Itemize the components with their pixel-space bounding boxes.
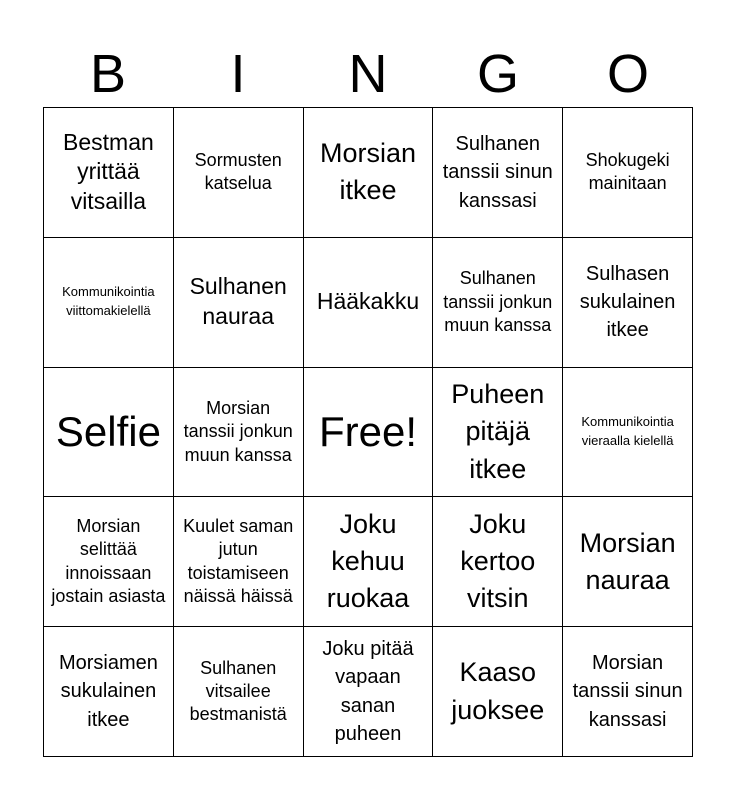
bingo-cell[interactable]: Sormusten katselua xyxy=(174,108,304,238)
bingo-cell[interactable]: Joku pitää vapaan sanan puheen xyxy=(304,627,434,757)
header-letter-n: N xyxy=(348,44,388,104)
bingo-cell[interactable]: Sulhanen vitsailee bestmanistä xyxy=(174,627,304,757)
bingo-cell[interactable]: Puheen pitäjä itkee xyxy=(433,368,563,498)
bingo-cell[interactable]: Kaaso juoksee xyxy=(433,627,563,757)
free-space-cell[interactable]: Free! xyxy=(304,368,434,498)
bingo-cell[interactable]: Sulhanen nauraa xyxy=(174,238,304,368)
bingo-cell[interactable]: Joku kertoo vitsin xyxy=(433,497,563,627)
bingo-cell[interactable]: Kuulet saman jutun toistamiseen näissä häissä xyxy=(174,497,304,627)
bingo-board xyxy=(43,107,693,757)
bingo-cell[interactable]: Morsiamen sukulainen itkee xyxy=(44,627,174,757)
header-letter-g: G xyxy=(476,44,519,104)
bingo-header xyxy=(43,40,693,108)
bingo-cell[interactable]: Sulhasen sukulainen itkee xyxy=(563,238,693,368)
bingo-cell[interactable]: Morsian itkee xyxy=(304,108,434,238)
bingo-cell[interactable]: Morsian tanssii sinun kanssasi xyxy=(563,627,693,757)
bingo-cell[interactable]: Sulhanen tanssii jonkun muun kanssa xyxy=(433,238,563,368)
header-letter-b: B xyxy=(89,44,127,104)
bingo-cell[interactable]: Morsian selittää innoissaan jostain asiasta xyxy=(44,497,174,627)
bingo-cell[interactable]: Selfie xyxy=(44,368,174,498)
bingo-cell[interactable]: Bestman yrittää vitsailla xyxy=(44,108,174,238)
bingo-cell[interactable]: Kommunikointia viittomakielellä xyxy=(44,238,174,368)
header-letter-o: O xyxy=(606,44,649,104)
bingo-cell[interactable]: Morsian nauraa xyxy=(563,497,693,627)
bingo-cell[interactable]: Morsian tanssii jonkun muun kanssa xyxy=(174,368,304,498)
bingo-cell[interactable]: Sulhanen tanssii sinun kanssasi xyxy=(433,108,563,238)
bingo-cell[interactable]: Kommunikointia vieraalla kielellä xyxy=(563,368,693,498)
header-letter-i: I xyxy=(230,44,246,104)
bingo-cell[interactable]: Joku kehuu ruokaa xyxy=(304,497,434,627)
bingo-cell[interactable]: Shokugeki mainitaan xyxy=(563,108,693,238)
bingo-cell[interactable]: Hääkakku xyxy=(304,238,434,368)
